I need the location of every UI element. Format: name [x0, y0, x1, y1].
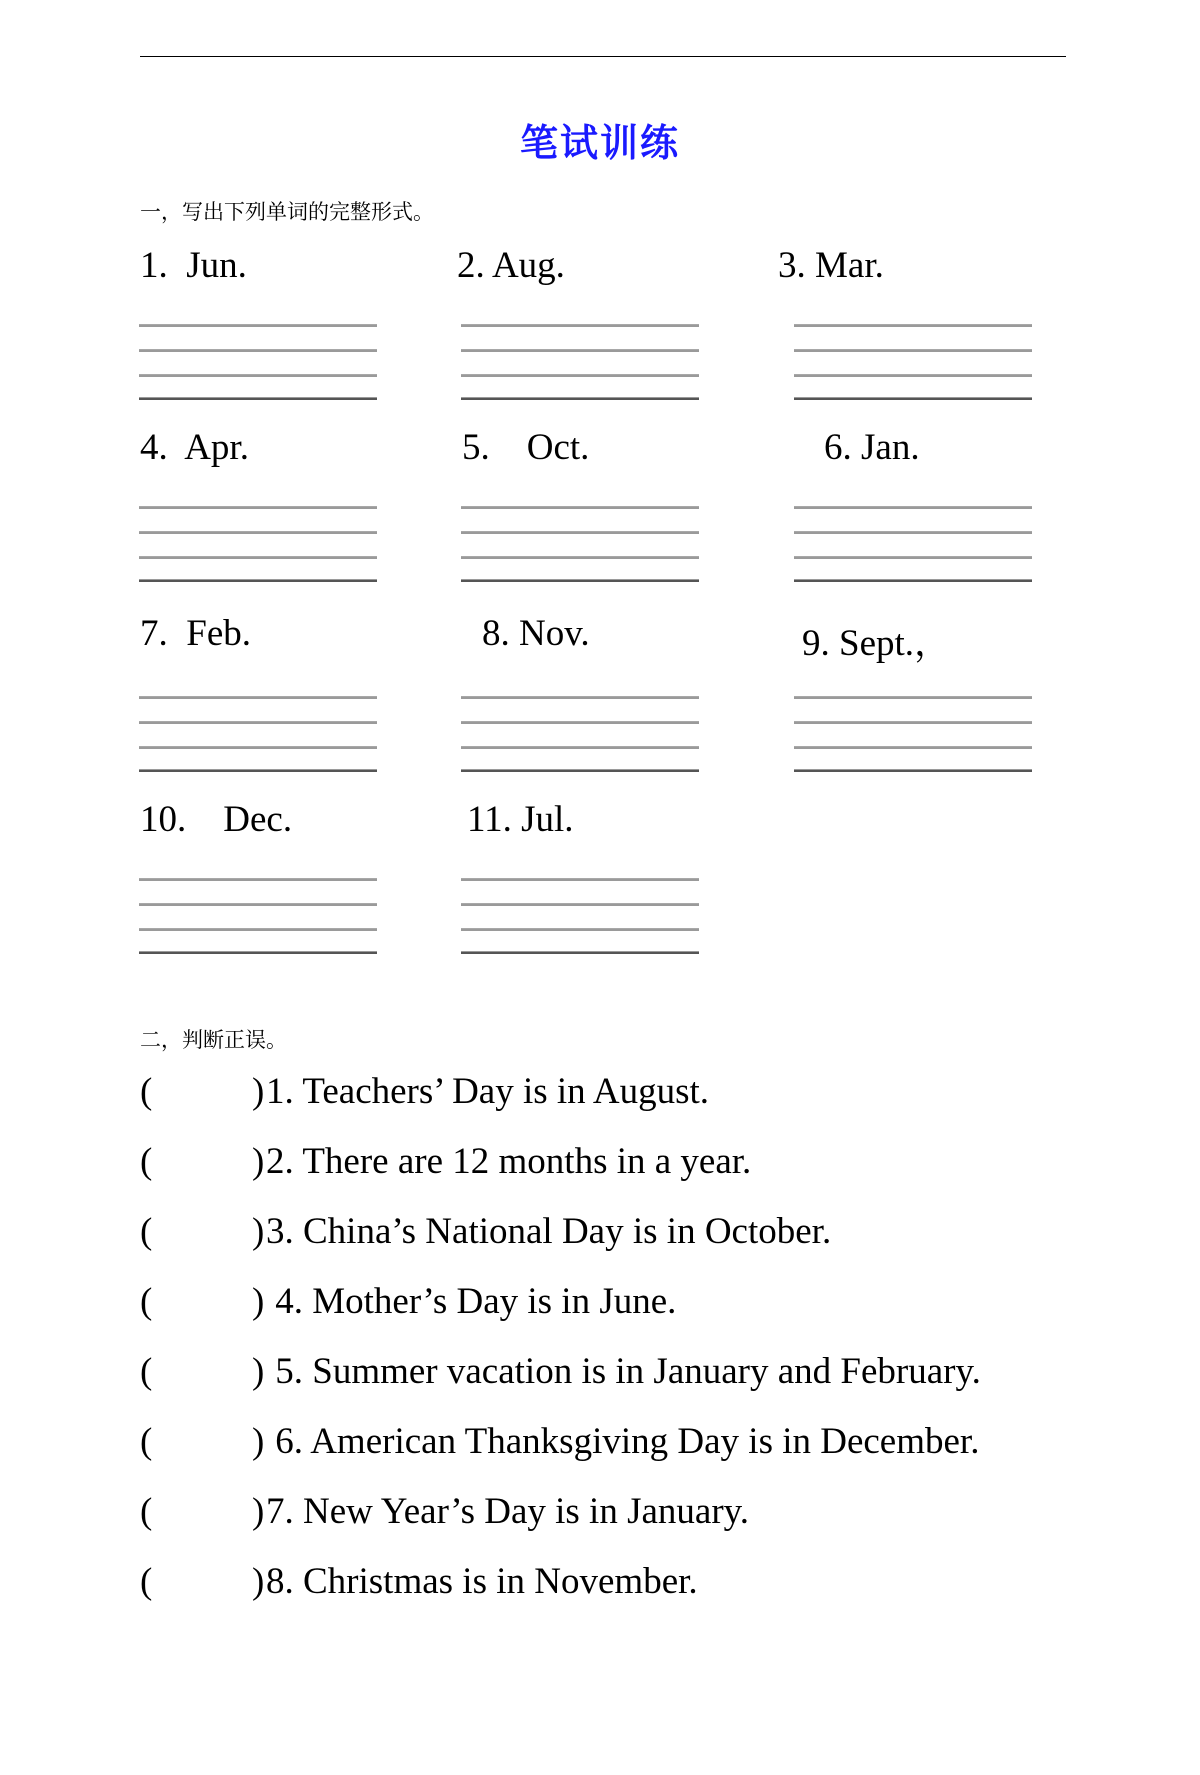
close-paren: )	[252, 1071, 265, 1112]
writing-lines-11[interactable]	[461, 878, 699, 954]
abbr-item-10: 10. Dec.	[140, 799, 293, 840]
writing-lines-4[interactable]	[139, 506, 377, 582]
close-paren: )	[252, 1561, 265, 1602]
abbr-item-8: 8. Nov.	[482, 613, 590, 654]
abbr-item-9: 9. Sept.，	[802, 623, 952, 664]
answer-blank[interactable]	[154, 1074, 250, 1108]
abbr-item-1: 1. Jun.	[140, 245, 247, 286]
open-paren: (	[140, 1561, 153, 1602]
open-paren: (	[140, 1491, 153, 1532]
writing-lines-10[interactable]	[139, 878, 377, 954]
abbr-item-6: 6. Jan.	[824, 427, 920, 468]
header-rule	[140, 56, 1066, 57]
writing-lines-8[interactable]	[461, 696, 699, 772]
open-paren: (	[140, 1071, 153, 1112]
answer-blank[interactable]	[154, 1144, 250, 1178]
statement-text: 3. China’s National Day is in October.	[266, 1211, 832, 1252]
statement-text: 6. American Thanksgiving Day is in December.	[266, 1421, 980, 1462]
writing-lines-2[interactable]	[461, 324, 699, 400]
abbr-item-11: 11. Jul.	[467, 799, 574, 840]
answer-blank[interactable]	[154, 1284, 250, 1318]
abbr-item-7: 7. Feb.	[140, 613, 251, 654]
answer-blank[interactable]	[154, 1424, 250, 1458]
statement-text: 7. New Year’s Day is in January.	[266, 1491, 749, 1532]
close-paren: )	[252, 1281, 265, 1322]
statement-text: 5. Summer vacation is in January and February.	[266, 1351, 981, 1392]
abbr-item-2: 2. Aug.	[457, 245, 565, 286]
abbr-item-3: 3. Mar.	[778, 245, 884, 286]
open-paren: (	[140, 1351, 153, 1392]
close-paren: )	[252, 1141, 265, 1182]
statement-text: 2. There are 12 months in a year.	[266, 1141, 752, 1182]
writing-lines-7[interactable]	[139, 696, 377, 772]
close-paren: )	[252, 1211, 265, 1252]
section1-heading: 一，写出下列单词的完整形式。	[140, 200, 434, 224]
open-paren: (	[140, 1281, 153, 1322]
answer-blank[interactable]	[154, 1564, 250, 1598]
close-paren: )	[252, 1351, 265, 1392]
writing-lines-9[interactable]	[794, 696, 1032, 772]
answer-blank[interactable]	[154, 1494, 250, 1528]
statement-text: 1. Teachers’ Day is in August.	[266, 1071, 710, 1112]
writing-lines-6[interactable]	[794, 506, 1032, 582]
close-paren: )	[252, 1421, 265, 1462]
tf-item-8	[140, 1560, 698, 1775]
writing-lines-5[interactable]	[461, 506, 699, 582]
statement-text: 8. Christmas is in November.	[266, 1561, 698, 1602]
statement-text: 4. Mother’s Day is in June.	[266, 1281, 677, 1322]
abbr-item-4: 4. Apr.	[140, 427, 249, 468]
page-title: 笔试训练	[519, 121, 680, 165]
answer-blank[interactable]	[154, 1354, 250, 1388]
section2-heading: 二，判断正误。	[140, 1028, 287, 1052]
writing-lines-1[interactable]	[139, 324, 377, 400]
abbr-item-5: 5. Oct.	[462, 427, 590, 468]
open-paren: (	[140, 1211, 153, 1252]
writing-lines-3[interactable]	[794, 324, 1032, 400]
open-paren: (	[140, 1421, 153, 1462]
close-paren: )	[252, 1491, 265, 1532]
open-paren: (	[140, 1141, 153, 1182]
answer-blank[interactable]	[154, 1214, 250, 1248]
